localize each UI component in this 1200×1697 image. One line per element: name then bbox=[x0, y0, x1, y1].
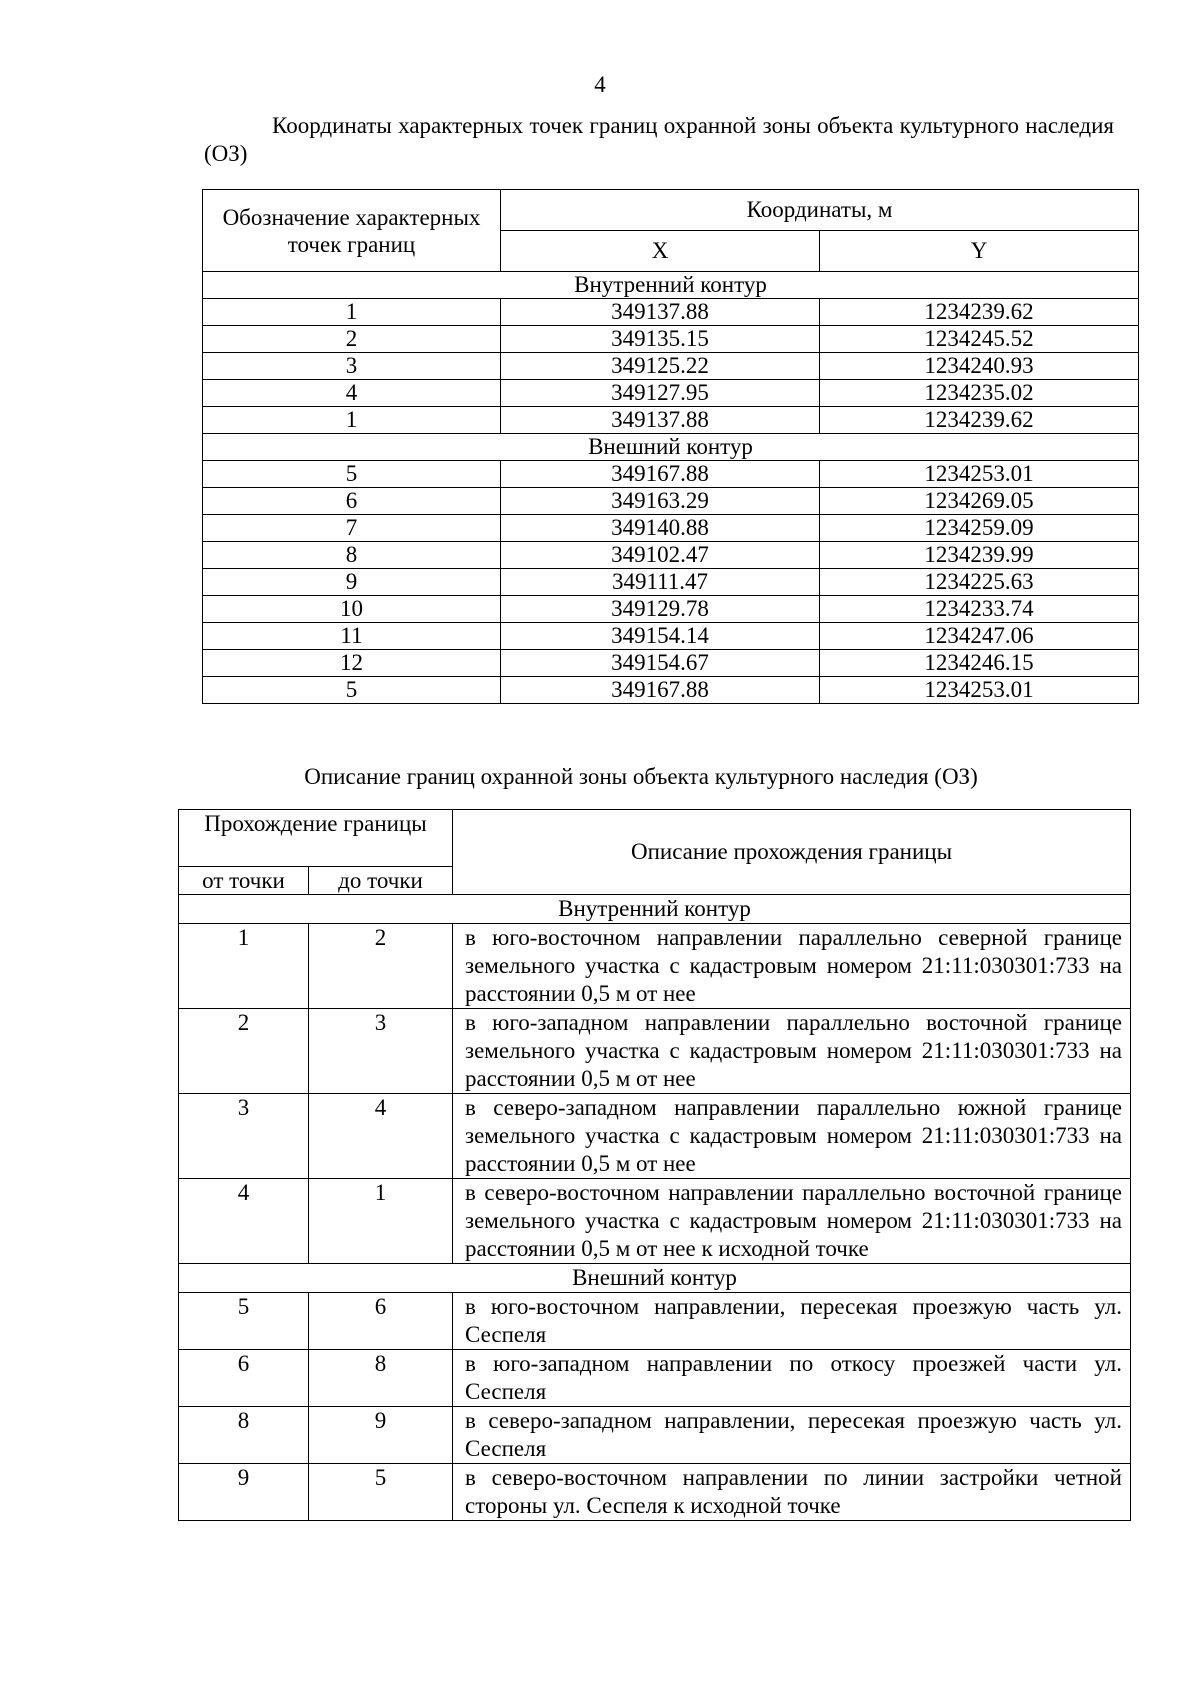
section-title: Внешний контур bbox=[203, 434, 1139, 461]
coordinates-table bbox=[202, 189, 1139, 704]
point-number-cell: 8 bbox=[203, 542, 501, 569]
description-cell: в северо-западном направлении параллельно южной границе земельного участка с кадастровым номером 21:11:030301:733 на расстоянии 0,5 м от нее bbox=[453, 1094, 1131, 1179]
from-point-cell: 3 bbox=[179, 1094, 309, 1179]
section-row bbox=[203, 434, 1139, 461]
x-coordinate-cell: 349135.15 bbox=[501, 326, 820, 353]
y-header: Y bbox=[820, 231, 1139, 272]
y-coordinate-cell: 1234233.74 bbox=[820, 596, 1139, 623]
y-coordinate-cell: 1234253.01 bbox=[820, 677, 1139, 704]
y-coordinate-cell: 1234253.01 bbox=[820, 461, 1139, 488]
from-point-cell: 5 bbox=[179, 1293, 309, 1350]
table-row bbox=[179, 1009, 1131, 1094]
table-row bbox=[179, 1094, 1131, 1179]
point-number-cell: 4 bbox=[203, 380, 501, 407]
y-coordinate-cell: 1234239.62 bbox=[820, 299, 1139, 326]
point-number-cell: 9 bbox=[203, 569, 501, 596]
x-coordinate-cell: 349154.14 bbox=[501, 623, 820, 650]
table-row bbox=[179, 1179, 1131, 1264]
table-row bbox=[179, 1293, 1131, 1350]
from-point-header: от точки bbox=[179, 867, 309, 895]
from-point-cell: 9 bbox=[179, 1464, 309, 1521]
description-cell: в северо-восточном направлении по линии застройки четной стороны ул. Сеспеля к исходной точке bbox=[453, 1464, 1131, 1521]
y-coordinate-cell: 1234225.63 bbox=[820, 569, 1139, 596]
y-coordinate-cell: 1234239.62 bbox=[820, 407, 1139, 434]
y-coordinate-cell: 1234269.05 bbox=[820, 488, 1139, 515]
point-number-cell: 5 bbox=[203, 461, 501, 488]
to-point-cell: 5 bbox=[309, 1464, 453, 1521]
description-table-caption: Описание границ охранной зоны объекта культурного наследия (ОЗ) bbox=[304, 764, 978, 789]
y-coordinate-cell: 1234259.09 bbox=[820, 515, 1139, 542]
y-coordinate-cell: 1234247.06 bbox=[820, 623, 1139, 650]
table-row bbox=[203, 542, 1139, 569]
from-point-cell: 1 bbox=[179, 924, 309, 1009]
point-number-cell: 6 bbox=[203, 488, 501, 515]
table-row bbox=[179, 1407, 1131, 1464]
x-coordinate-cell: 349167.88 bbox=[501, 461, 820, 488]
x-coordinate-cell: 349127.95 bbox=[501, 380, 820, 407]
description-cell: в юго-восточном направлении, пересекая проезжую часть ул. Сеспеля bbox=[453, 1293, 1131, 1350]
x-coordinate-cell: 349154.67 bbox=[501, 650, 820, 677]
description-cell: в юго-западном направлении параллельно восточной границе земельного участка с кадастровым номером 21:11:030301:733 на расстоянии 0,5 м от нее bbox=[453, 1009, 1131, 1094]
x-coordinate-cell: 349167.88 bbox=[501, 677, 820, 704]
x-coordinate-cell: 349137.88 bbox=[501, 299, 820, 326]
coordinates-table-caption: Координаты характерных точек границ охранной зоны объекта культурного наследия (ОЗ) bbox=[204, 113, 1114, 166]
section-row bbox=[179, 895, 1131, 924]
point-number-cell: 7 bbox=[203, 515, 501, 542]
point-number-cell: 3 bbox=[203, 353, 501, 380]
y-coordinate-cell: 1234245.52 bbox=[820, 326, 1139, 353]
point-number-cell: 10 bbox=[203, 596, 501, 623]
y-coordinate-cell: 1234240.93 bbox=[820, 353, 1139, 380]
point-number-cell: 11 bbox=[203, 623, 501, 650]
table-row bbox=[203, 569, 1139, 596]
table-row bbox=[203, 650, 1139, 677]
description-cell: в юго-западном направлении по откосу проезжей части ул. Сеспеля bbox=[453, 1350, 1131, 1407]
table-row bbox=[203, 488, 1139, 515]
x-coordinate-cell: 349129.78 bbox=[501, 596, 820, 623]
y-coordinate-cell: 1234235.02 bbox=[820, 380, 1139, 407]
table-row bbox=[203, 380, 1139, 407]
point-number-cell: 5 bbox=[203, 677, 501, 704]
to-point-cell: 2 bbox=[309, 924, 453, 1009]
passage-header: Прохождение границы bbox=[179, 810, 453, 867]
to-point-cell: 4 bbox=[309, 1094, 453, 1179]
x-coordinate-cell: 349137.88 bbox=[501, 407, 820, 434]
point-number-cell: 2 bbox=[203, 326, 501, 353]
x-header: X bbox=[501, 231, 820, 272]
description-cell: в северо-западном направлении, пересекая проезжую часть ул. Сеспеля bbox=[453, 1407, 1131, 1464]
table-row bbox=[203, 461, 1139, 488]
section-title: Внешний контур bbox=[179, 1264, 1131, 1293]
point-number-cell: 12 bbox=[203, 650, 501, 677]
description-cell: в юго-восточном направлении параллельно северной границе земельного участка с кадастровым номером 21:11:030301:733 на расстоянии 0,5 м от нее bbox=[453, 924, 1131, 1009]
y-coordinate-cell: 1234239.99 bbox=[820, 542, 1139, 569]
description-table bbox=[178, 809, 1131, 1521]
table-row bbox=[179, 924, 1131, 1009]
x-coordinate-cell: 349140.88 bbox=[501, 515, 820, 542]
page-number: 4 bbox=[594, 72, 606, 97]
x-coordinate-cell: 349125.22 bbox=[501, 353, 820, 380]
section-title: Внутренний контур bbox=[179, 895, 1131, 924]
to-point-cell: 6 bbox=[309, 1293, 453, 1350]
table-row bbox=[203, 299, 1139, 326]
to-point-header: до точки bbox=[309, 867, 453, 895]
from-point-cell: 6 bbox=[179, 1350, 309, 1407]
to-point-cell: 9 bbox=[309, 1407, 453, 1464]
from-point-cell: 2 bbox=[179, 1009, 309, 1094]
section-row bbox=[179, 1264, 1131, 1293]
to-point-cell: 1 bbox=[309, 1179, 453, 1264]
point-designation-header: Обозначение характерных точек границ bbox=[203, 190, 501, 272]
to-point-cell: 3 bbox=[309, 1009, 453, 1094]
from-point-cell: 4 bbox=[179, 1179, 309, 1264]
table-row bbox=[179, 1350, 1131, 1407]
table-row bbox=[203, 677, 1139, 704]
table-row bbox=[203, 596, 1139, 623]
table-row bbox=[203, 515, 1139, 542]
y-coordinate-cell: 1234246.15 bbox=[820, 650, 1139, 677]
section-title: Внутренний контур bbox=[203, 272, 1139, 299]
description-header: Описание прохождения границы bbox=[453, 810, 1131, 895]
x-coordinate-cell: 349163.29 bbox=[501, 488, 820, 515]
x-coordinate-cell: 349102.47 bbox=[501, 542, 820, 569]
section-row bbox=[203, 272, 1139, 299]
table-row bbox=[179, 1464, 1131, 1521]
table-row bbox=[203, 623, 1139, 650]
table-row bbox=[203, 326, 1139, 353]
coordinates-header: Координаты, м bbox=[501, 190, 1139, 231]
table-row bbox=[203, 353, 1139, 380]
description-cell: в северо-восточном направлении параллельно восточной границе земельного участка с кадастровым номером 21:11:030301:733 на расстоянии 0,5 м от нее к исходной точке bbox=[453, 1179, 1131, 1264]
point-number-cell: 1 bbox=[203, 407, 501, 434]
point-number-cell: 1 bbox=[203, 299, 501, 326]
table-row bbox=[203, 407, 1139, 434]
x-coordinate-cell: 349111.47 bbox=[501, 569, 820, 596]
from-point-cell: 8 bbox=[179, 1407, 309, 1464]
to-point-cell: 8 bbox=[309, 1350, 453, 1407]
